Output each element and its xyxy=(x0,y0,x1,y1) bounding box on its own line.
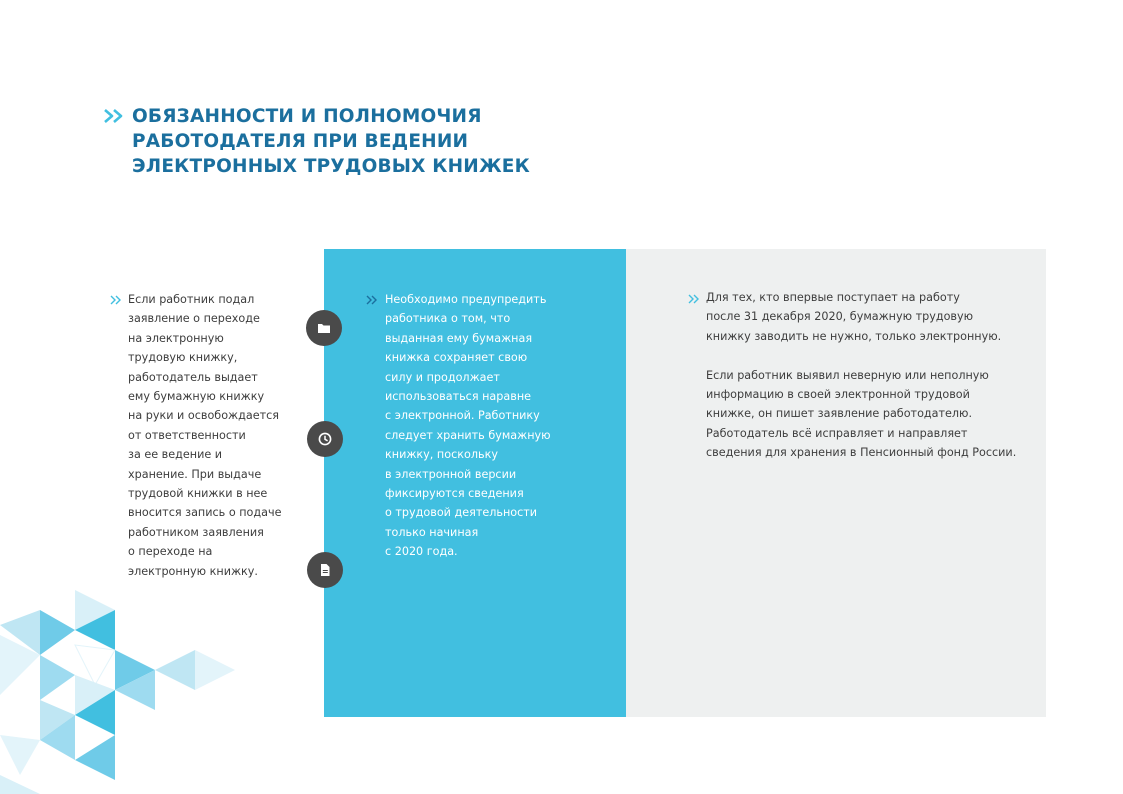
clock-circle xyxy=(307,421,343,457)
document-icon xyxy=(317,562,333,578)
folder-icon xyxy=(316,320,332,336)
document-circle xyxy=(307,552,343,588)
bullet-chevron-icon xyxy=(688,294,700,304)
bullet-chevron-icon xyxy=(366,295,378,305)
double-chevron-right-icon xyxy=(103,108,125,124)
middle-column-text: Необходимо предупредить работника о том, что выданная ему бумажная книжка сохраняет свою силу и продолжает использоваться наравне с электронной. Работнику следует хранить бумажную книжку, поскольку в электронной версии фиксируются сведения о трудовой деятельности только начиная с 2020 года. xyxy=(385,293,551,559)
right-column-text: Для тех, кто впервые поступает на работу после 31 декабря 2020, бумажную трудовую книжку заводить не нужно, только электронную. Если работник выявил неверную или неполную информацию в своей электронной трудовой книжке, он пишет заявление работодателю. Работодатель всё исправляет и направляет сведения для хранения в Пенсионный фонд России. xyxy=(706,291,1017,460)
folder-circle xyxy=(306,310,342,346)
bullet-chevron-icon xyxy=(110,295,122,305)
left-column-text: Если работник подал заявление о переходе на электронную трудовую книжку, работодатель выдает ему бумажную книжку на руки и освобождается от ответственности за ее ведение и хранение. При выдаче трудовой книжки в нее вносится запись о подаче работником заявления о переходе на электронную книжку. xyxy=(128,293,282,578)
page-title: ОБЯЗАННОСТИ И ПОЛНОМОЧИЯ РАБОТОДАТЕЛЯ ПРИ ВЕДЕНИИ ЭЛЕКТРОННЫХ ТРУДОВЫХ КНИЖЕК xyxy=(132,106,530,177)
decorative-triangles xyxy=(0,585,240,794)
clock-icon xyxy=(317,431,333,447)
